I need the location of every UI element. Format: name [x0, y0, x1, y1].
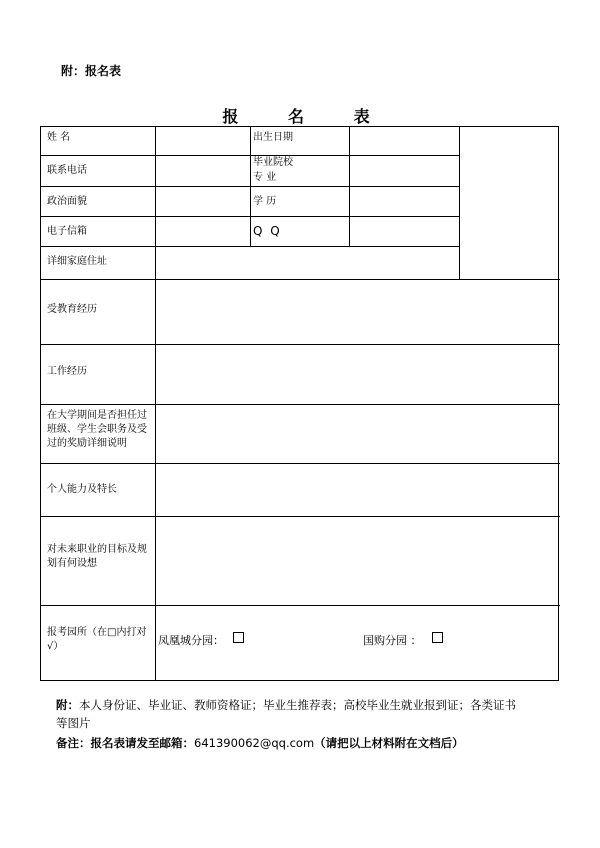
header-note: 附：报名表: [61, 64, 122, 78]
birth-input[interactable]: [350, 127, 458, 154]
park-label-line2: √）: [47, 641, 64, 652]
skills-input[interactable]: [156, 464, 559, 515]
school-label: 毕业院校: [253, 157, 293, 168]
attach-text-line1: 本人身份证、毕业证、教师资格证；毕业生推荐表；高校毕业生就业报到证；各类证书: [79, 698, 516, 712]
guogou-checkbox[interactable]: [432, 632, 443, 643]
school-input[interactable]: [350, 156, 458, 185]
edu-history-label: 受教育经历: [47, 304, 97, 315]
edu-history-input[interactable]: [156, 280, 559, 343]
career-label-line1: 对未来职业的目标及规: [47, 544, 147, 555]
birth-label: 出生日期: [253, 132, 293, 143]
note-text-part1: 报名表请发至邮箱：: [90, 736, 194, 750]
park-option-guogou: 国购分园 ：: [363, 634, 422, 647]
email-input[interactable]: [156, 217, 249, 245]
attach-text-line2: 等图片: [56, 716, 91, 730]
email-label: 电子信箱: [47, 226, 87, 237]
footer-attachments: [56, 696, 516, 732]
address-input[interactable]: [156, 247, 458, 278]
political-label: 政治面貌: [47, 196, 87, 207]
education-input[interactable]: [350, 187, 458, 215]
note-label: 备注：: [56, 736, 91, 750]
note-text-part2: （请把以上材料附在文档后）: [314, 736, 464, 750]
campus-label-line3: 过的奖励详细说明: [47, 438, 127, 449]
name-label: 姓 名: [47, 132, 71, 143]
name-input[interactable]: [156, 127, 249, 154]
campus-label-line2: 班级、学生会职务及受: [47, 424, 147, 435]
address-label: 详细家庭住址: [47, 256, 107, 267]
work-history-input[interactable]: [156, 345, 559, 403]
career-input[interactable]: [156, 517, 559, 604]
skills-label: 个人能力及特长: [47, 484, 117, 495]
attach-label: 附：: [56, 698, 79, 712]
park-option-fenghuang: 凤凰城分园：: [158, 634, 224, 647]
park-label-line1: 报考园所（在□内打对: [47, 627, 147, 638]
political-input[interactable]: [156, 187, 249, 215]
education-label: 学 历: [253, 196, 277, 207]
career-label-line2: 划有何设想: [47, 558, 97, 569]
qq-label: Q Q: [253, 224, 282, 238]
campus-input[interactable]: [156, 405, 559, 462]
work-history-label: 工作经历: [47, 366, 87, 377]
major-label: 专 业: [253, 172, 277, 183]
footer-note: [56, 734, 464, 752]
phone-label: 联系电话: [47, 165, 87, 176]
photo-area[interactable]: [460, 127, 559, 278]
qq-input[interactable]: [350, 217, 458, 245]
registration-form-table: [40, 126, 559, 681]
form-title: 报 名 表: [222, 107, 392, 126]
phone-input[interactable]: [156, 156, 249, 185]
fenghuang-checkbox[interactable]: [233, 632, 244, 643]
note-email-link[interactable]: 641390062@qq.com: [194, 736, 315, 750]
campus-label-line1: 在大学期间是否担任过: [47, 410, 147, 421]
